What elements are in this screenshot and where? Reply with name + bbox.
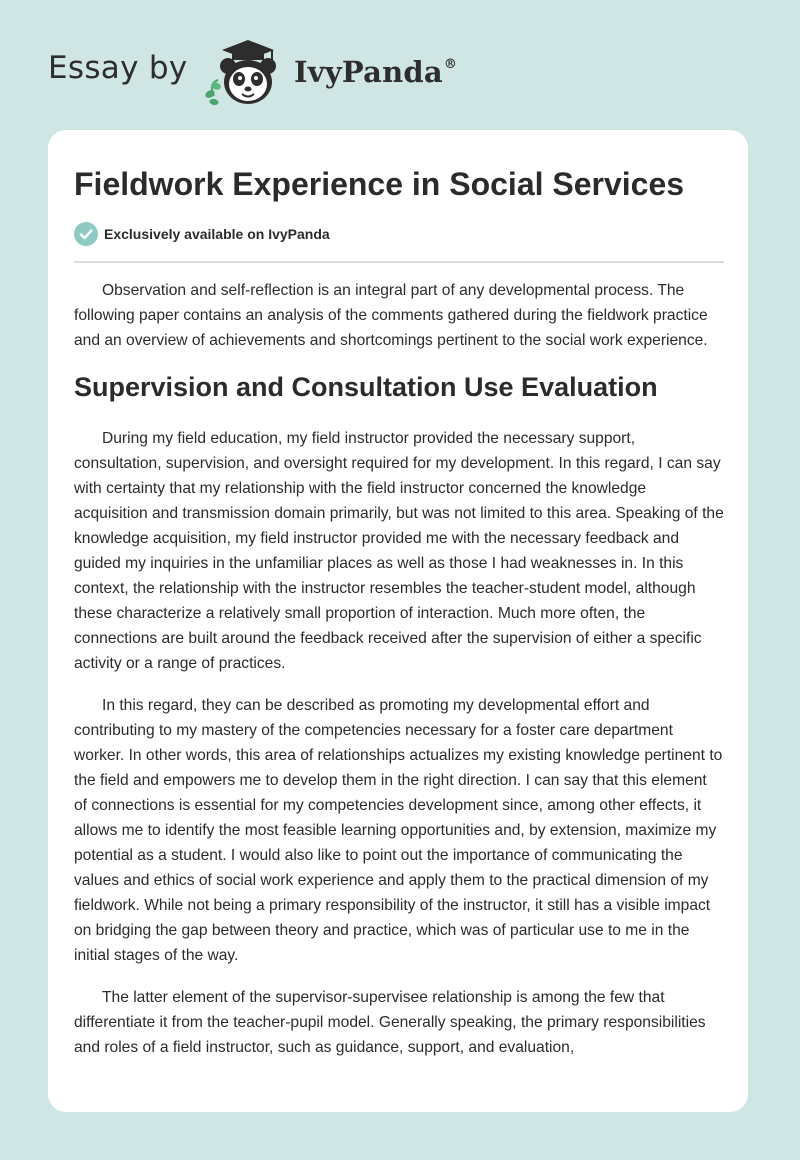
essay-card (48, 130, 748, 1112)
site-header (0, 0, 800, 130)
body-paragraph: In this regard, they can be described as promoting my developmental effort and contributing to my mastery of the competencies necessary for a foster care department worker. In other words, this area of relationships actualizes my existing knowledge pertinent to the field and empowers me to develop them in the right direction. I can say that this element of connections is essential for my competencies development since, among other effects, it allows me to identify the most feasible learning opportunities and, by extension, maximize my potential as a student. I would also like to point out the importance of communicating the values and ethics of social work experience and apply them to the practical dimension of my fieldwork. While not being a primary responsibility of the instructor, it still has a visible impact on bridging the gap between theory and practice, which was of particular use to me in the initial stages of the way. (74, 697, 723, 964)
registered-mark: ® (443, 57, 458, 72)
exclusive-badge-text: Exclusively available on IvyPanda (104, 226, 330, 242)
section-heading: Supervision and Consultation Use Evaluation (74, 372, 658, 402)
check-circle-icon (74, 222, 98, 246)
exclusive-badge (74, 221, 330, 247)
brand-name-text: IvyPanda (294, 55, 443, 89)
page-title: Fieldwork Experience in Social Services (74, 166, 685, 202)
body-paragraph: During my field education, my field instructor provided the necessary support, consultation, supervision, and oversight required for my development. In this regard, I can say with certainty that my relationship with the field instructor concerned the knowledge acquisition and transmission domain primarily, but was not limited to this area. Speaking of the knowledge acquisition, my field instructor provided me with the necessary feedback and guided my inquiries in the unfamiliar places as well as those I had weaknesses in. In this context, the relationship with the instructor resembles the teacher-student model, although these characterize a relatively small proportion of interaction. Much more often, the connections are built around the feedback received after the supervision of either a specific activity or a range of practices. (74, 430, 724, 672)
title-divider (74, 261, 724, 263)
essay-body (74, 278, 724, 1077)
intro-paragraph: Observation and self-reflection is an integral part of any developmental process. The following paper contains an analysis of the comments gathered during the fieldwork practice and an overview of achievements and shortcomings pertinent to the social work experience. (74, 282, 708, 349)
panda-graduate-icon[interactable] (200, 36, 292, 108)
essay-by-label: Essay by (48, 50, 188, 86)
brand-name[interactable] (294, 55, 457, 89)
body-paragraph: The latter element of the supervisor-supervisee relationship is among the few that differentiate it from the teacher-pupil model. Generally speaking, the primary responsibilities and roles of a field instructor, such as guidance, support, and evaluation, (74, 989, 706, 1056)
